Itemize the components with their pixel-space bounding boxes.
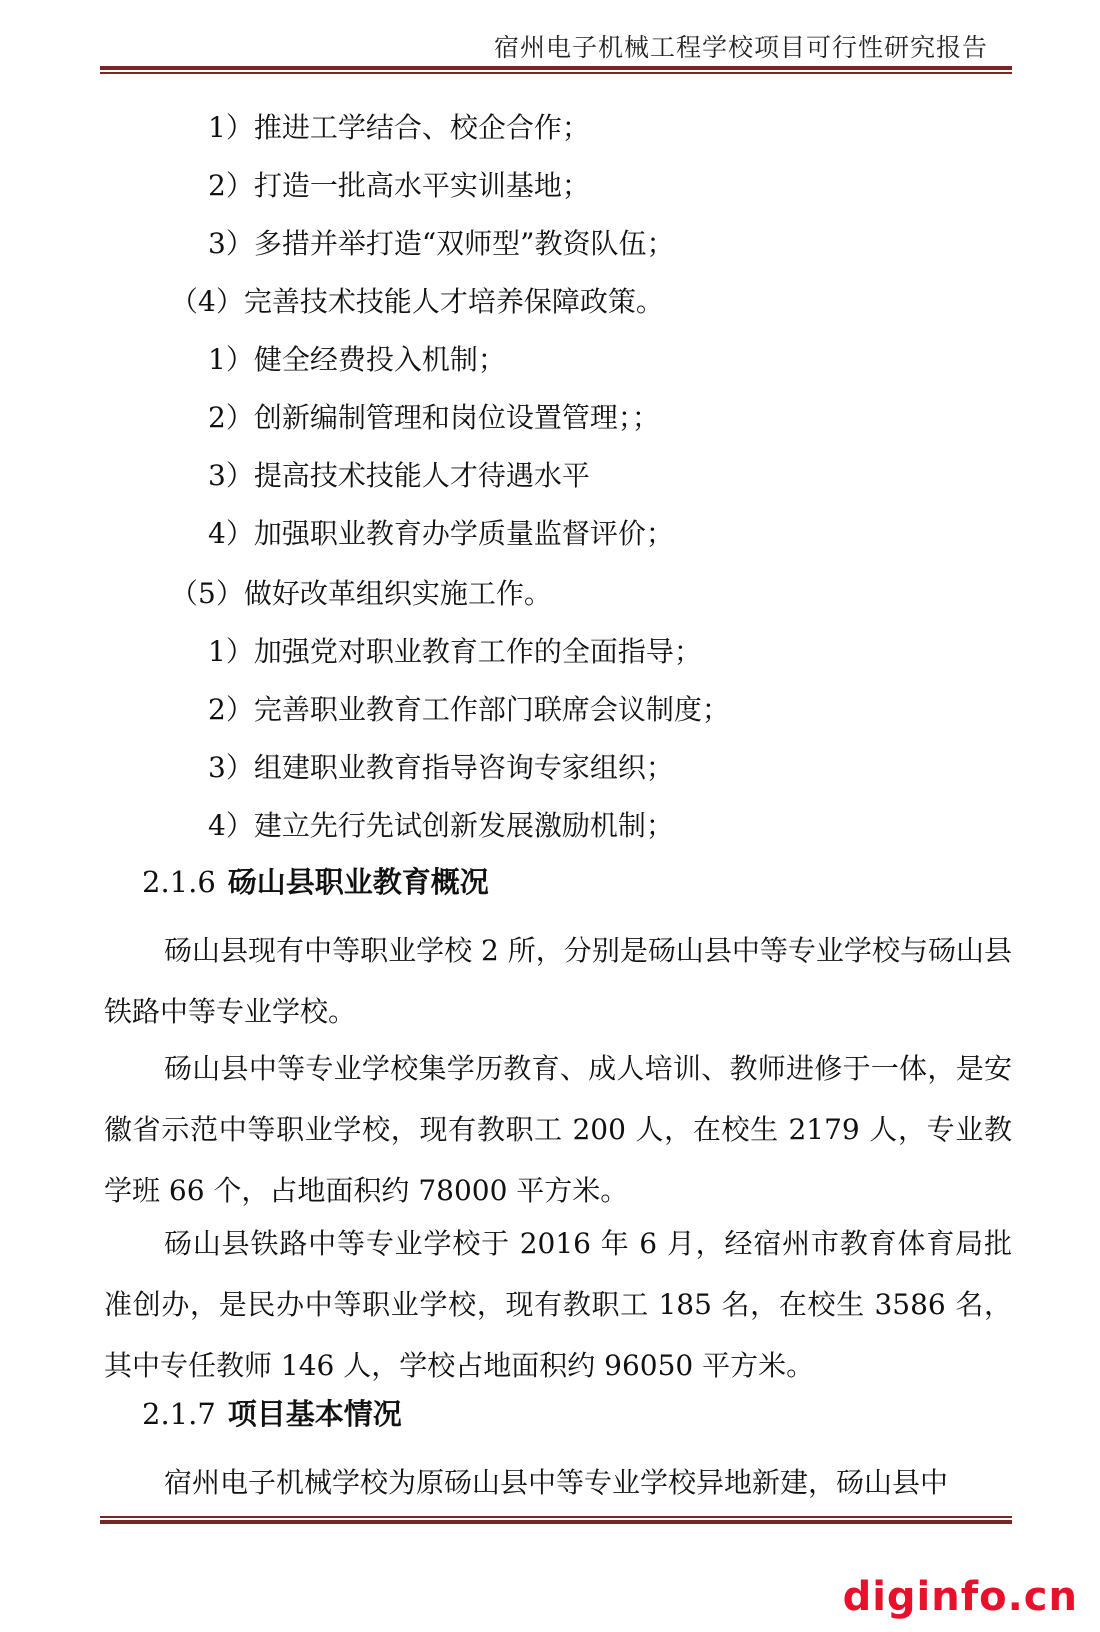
heading-text: 砀山县职业教育概况 [227,865,489,899]
section-5-title: （5）做好改革组织实施工作。 [170,577,552,610]
heading-2-1-6 [142,864,489,900]
list-item: 4）加强职业教育办学质量监督评价； [208,517,674,550]
header-title: 宿州电子机械工程学校项目可行性研究报告 [493,33,988,62]
watermark-text: diginfo.cn [842,1574,1078,1620]
paragraph: 宿州电子机械学校为原砀山县中等专业学校异地新建，砀山县中 [164,1466,949,1499]
heading-text: 项目基本情况 [227,1397,402,1431]
section-4-title: （4）完善技术技能人才培养保障政策。 [170,285,664,318]
list-item: 2）创新编制管理和岗位设置管理；； [208,401,660,434]
list-item: 1）推进工学结合、校企合作； [208,111,590,144]
paragraph: 砀山县铁路中等专业学校于 2016 年 6 月，经宿州市教育体育局批准创办，是民办中等职业学校，现有教职工 185 名，在校生 3586 名，其中专任教师 146 人，学校占地面积约 96050 平方米。 [104,1227,1012,1382]
list-item: 1）加强党对职业教育工作的全面指导； [208,635,702,668]
footer-rule-thick [100,1520,1012,1524]
header-rule-thick [100,66,1012,70]
list-item: 3）多措并举打造“双师型”教资队伍； [208,227,675,260]
heading-number: 2.1.7 [142,1397,216,1431]
list-item: 1）健全经费投入机制； [208,343,506,376]
footer-rule-thin [100,1516,1012,1518]
heading-2-1-7 [142,1396,402,1432]
list-item: 3）提高技术技能人才待遇水平 [208,459,590,492]
heading-number: 2.1.6 [142,865,216,899]
header-rule-thin [100,72,1012,74]
list-item: 2）完善职业教育工作部门联席会议制度； [208,693,730,726]
paragraph: 砀山县现有中等职业学校 2 所，分别是砀山县中等专业学校与砀山县铁路中等专业学校。 [104,934,1012,1028]
list-item: 3）组建职业教育指导咨询专家组织； [208,751,674,784]
list-item: 4）建立先行先试创新发展激励机制； [208,809,674,842]
paragraph: 砀山县中等专业学校集学历教育、成人培训、教师进修于一体，是安徽省示范中等职业学校，现有教职工 200 人，在校生 2179 人，专业教学班 66 个，占地面积约 78000 平方米。 [104,1052,1012,1207]
list-item: 2）打造一批高水平实训基地； [208,169,590,202]
